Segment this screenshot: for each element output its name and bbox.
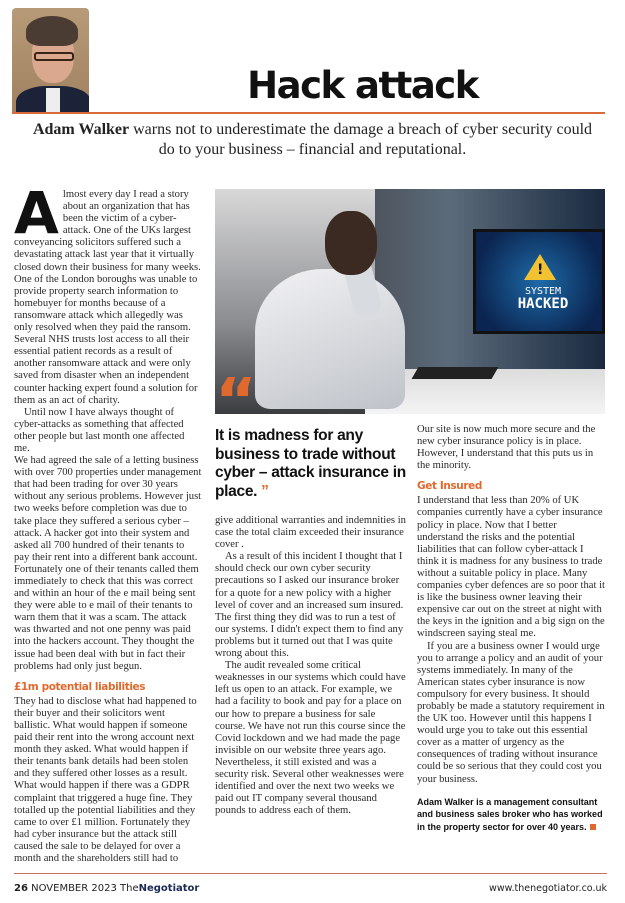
article-title: Hack attack	[247, 64, 478, 107]
footer-rule	[14, 873, 607, 874]
paragraph: They had to disclose what had happened to their buyer and their solicitors went ballistic. What would happen if someone paid their rent into the wrong account next month they asked. What would happen if their tenants bank details had been stolen and they suffered other losses as a result. What would happen if there was a GDPR complaint that triggered a huge fine. They totalled up the potential liabilities and they came to over £1 million. Fortunately they had cyber insurance but the attack still caused the sale to be delayed for over a month and the shareholders still had to	[14, 695, 197, 864]
subheading: £1m potential liabilities	[14, 680, 146, 693]
monitor	[473, 229, 605, 334]
header-rule	[12, 112, 605, 114]
paragraph: Our site is now much more secure and the new cyber insurance policy is in place. However, I understand that this puts us in the minority.	[417, 424, 596, 472]
warning-icon: !	[524, 254, 556, 280]
column-2	[215, 424, 407, 817]
column-3	[417, 424, 605, 833]
issue-date: NOVEMBER 2023	[31, 883, 117, 895]
column-1	[14, 179, 202, 865]
pull-quote-text: It is madness for any business to trade without cyber – attack insurance in place.	[215, 427, 406, 500]
paragraph: Until now I have always thought of cyber-attacks as something that affected other people but last month one affected me.	[14, 406, 185, 454]
article-body	[14, 179, 607, 865]
paragraph: give additional warranties and indemnities in case the total claim exceeded their insurance cover .	[215, 515, 406, 551]
right-area	[215, 189, 605, 833]
pull-quote	[215, 427, 407, 501]
paragraph: I understand that less than 20% of UK companies currently have a cyber insurance policy in place. Now that I better understand the risks and the potential liabilities that can follow cyber-attack I think it is madness for any business to trade without a suitable policy in place. Many companies cyber defences are so poor that it is like the business owner leaving their expensive car out on the street at night with the keys in the ignition and a big sign on the windscreen saying steal me.	[417, 495, 605, 640]
paragraph: lmost every day I read a story about an organization that has been the victim of a cyber-attack. One of the UKs largest conveyancing solicitors suffered such a devastating attack last year that it virtually closed down their business for many weeks. One of the London boroughs was unable to provide property search information to homebuyer for months because of a ransomware attack which allegedly was only resolved when they paid the ransom. Several NHS trusts lost access to all their essential patient records as a result of another ransomware attack and were only saved from disaster when an independent counter hacking expert found a solution for them as an act of charity.	[14, 189, 201, 406]
open-quote-icon: “	[215, 377, 258, 414]
website-url[interactable]: www.thenegotiator.co.uk	[489, 883, 607, 895]
hacked-office-photo	[215, 189, 605, 414]
paragraph: The audit revealed some critical weaknesses in our systems which could have left us open to an attack. For example, we had a facility to book and pay for a place on our how to prepare a business for sale course. We have not run this course since the Covid lockdown and we had made the page invisible on our website three years ago. Nevertheless, it still existed and was a security risk. Several other weaknesses were identified and over the next two weeks we paid out IT company several thousand pounds to address each of them.	[215, 660, 406, 817]
screen-text-hacked: HACKED	[517, 296, 569, 312]
standfirst-text: warns not to underestimate the damage a breach of cyber security could do to your business – financial and reputational.	[129, 121, 593, 158]
drop-cap: A	[14, 179, 59, 247]
close-quote-icon: ”	[261, 482, 269, 500]
footer-left	[14, 882, 199, 895]
end-mark-icon	[590, 824, 596, 830]
footer	[14, 882, 607, 895]
standfirst-author: Adam Walker	[32, 121, 130, 138]
screen-text-system: SYSTEM	[524, 286, 562, 297]
page-number: 26	[14, 883, 28, 895]
standfirst	[30, 120, 595, 160]
subheading: Get Insured	[417, 480, 482, 493]
paragraph: We had agreed the sale of a letting business with over 700 properties under management that had been trading for over 30 years without any serious problems. However just two weeks before completion was due to take place they suffered a serious cyber – attack. A hacker got into their system and asked all 700 hundred of their tenants to pay their rent into a different bank account. Fortunately one of their tenants called them immediately to check that this was correct and within an hour of the e mail being sent they were able to e mail of their tenants to warn them that it was a scam. The attack was thwarted and not one penny was paid into the hackers account. They thought the issue had been deal with but in fact their problems had only just begun.	[14, 455, 202, 672]
paragraph: As a result of this incident I thought that I should check our own cyber security precautions so I asked our insurance broker for a quote for a new policy with a higher level of cover and an increased sum insured. The first thing they did was to run a test of our systems. I didn't expect them to find any problems but it turned out that I was quite wrong about this.	[215, 551, 404, 660]
author-bio: Adam Walker is a management consultant and business sales broker who has worked in the property sector for over 40 years.	[417, 796, 603, 832]
paragraph: If you are a business owner I would urge you to arrange a policy and an audit of your systems immediately. In many of the American states cyber insurance is now compulsory for every business. It should probably be made a statutory requirement in the UK too. However until this happens I would urge you to take out this essential cover as a matter of urgency as the consequences of trading without insurance could be so serious that they could cost you your business.	[417, 640, 605, 785]
author-photo	[12, 8, 89, 113]
magazine-brand: TheNegotiator	[120, 883, 200, 895]
